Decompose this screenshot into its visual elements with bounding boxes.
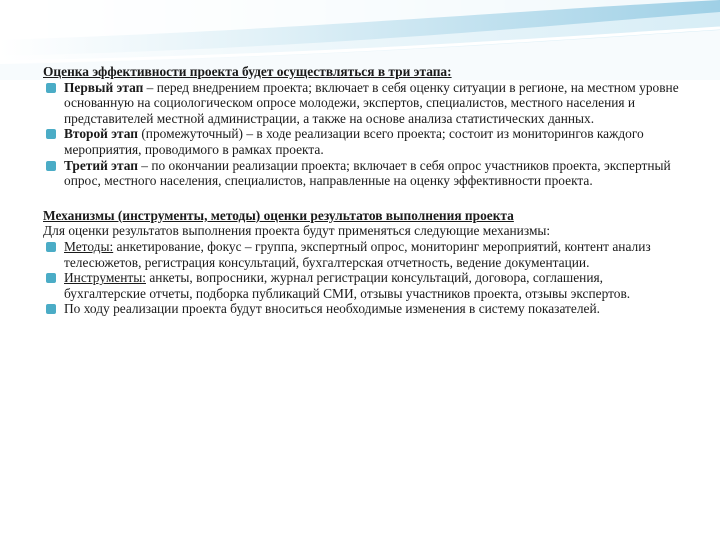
stage-term: Первый этап <box>64 79 144 95</box>
list-item <box>43 270 683 301</box>
mechanism-term: Методы: <box>64 238 114 254</box>
square-bullet-icon <box>45 160 57 172</box>
stage-description: – по окончании реализации проекта; включает в себя опрос участников проекта, экспертный опрос, местного населения, специалистов, направленные на оценку эффективности проекта. <box>64 157 671 189</box>
list-item <box>43 301 683 317</box>
list-item <box>43 158 683 189</box>
mechanism-description: анкеты, вопросники, журнал регистрации консультаций, договора, соглашения, бухгалтерские отчеты, подборка публикаций СМИ, отзывы участников проекта, отзывы экспертов. <box>64 270 631 301</box>
stage-term: Второй этап <box>64 126 138 142</box>
square-bullet-icon <box>45 82 57 94</box>
mechanism-description: анкетирование, фокус – группа, экспертный опрос, мониторинг мероприятий, контент анализ телесюжетов, регистрация консультаций, бухгалтерская отчетность, ведение документации. <box>64 238 651 270</box>
square-bullet-icon <box>45 128 57 140</box>
stage-description: – перед внедрением проекта; включает в себя оценку ситуации в регионе, на местном уровне основанную на социологическом опросе молодежи, экспертов, специалистов, местного населения и представителей местной администрации, а также на основе анализа статистических данных. <box>64 79 679 126</box>
stage-term: Третий этап <box>64 157 138 173</box>
square-bullet-icon <box>45 303 57 315</box>
evaluation-stages-list <box>43 80 683 189</box>
mechanism-term: Инструменты: <box>64 270 146 286</box>
evaluation-stages-heading: Оценка эффективности проекта будет осуществляться в три этапа: <box>43 64 452 79</box>
square-bullet-icon <box>45 241 57 253</box>
list-item <box>43 126 683 157</box>
list-item <box>43 239 683 270</box>
mechanisms-heading: Механизмы (инструменты, методы) оценки результатов выполнения проекта <box>43 207 514 223</box>
mechanisms-intro: Для оценки результатов выполнения проекта будут применяться следующие механизмы: <box>43 223 551 239</box>
mechanisms-list <box>43 239 683 317</box>
stage-description: (промежуточный) – в ходе реализации всего проекта; состоит из мониторингов каждого мероприятия, проводимого в рамках проекта. <box>64 126 644 157</box>
slide-content <box>43 64 683 317</box>
mechanism-description: По ходу реализации проекта будут вноситься необходимые изменения в систему показателей. <box>64 301 600 317</box>
square-bullet-icon <box>45 272 57 284</box>
list-item <box>43 80 683 127</box>
